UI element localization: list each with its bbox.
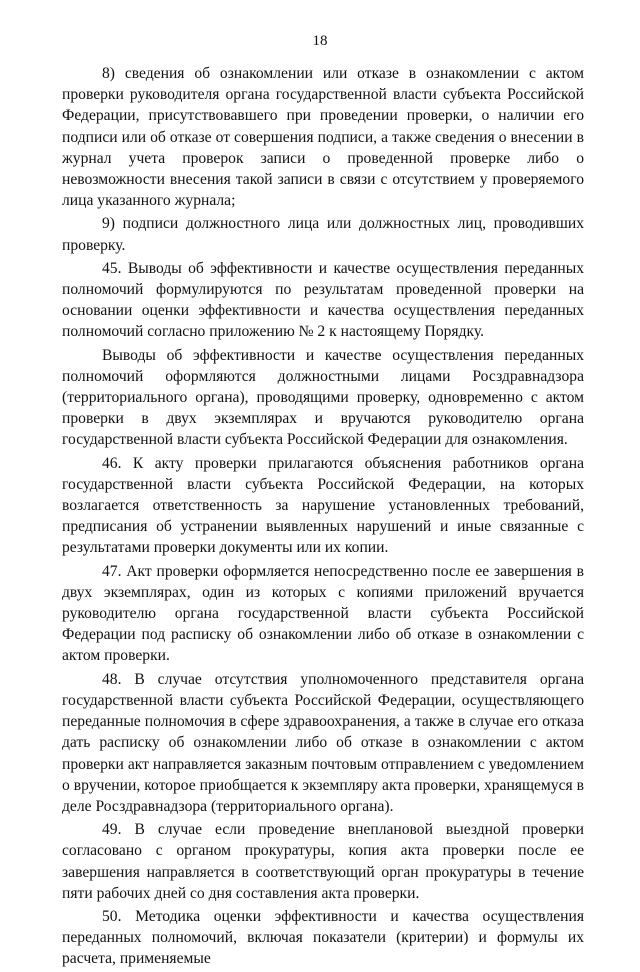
paragraph-48: 48. В случае отсутствия уполномоченного представителя органа государственной власти субъекта Российской Федерации, осуществляющего переданные полномочия в сфере здравоохранения, а также в случае его отказа дать расписку об ознакомлении либо об отказе в ознакомлении с актом проверки акт направляется заказным почтовым отправлением с уведомлением о вручении, которое приобщается к экземпляру акта проверки, хранящемуся в деле Росздравнадзора (территориального органа). — [62, 670, 584, 815]
paragraph-47: 47. Акт проверки оформляется непосредственно после ее завершения в двух экземплярах, один из которых с копиями приложений вручается руководителю органа государственной власти субъекта Российской Федерации под расписку об ознакомлении либо об отказе в ознакомлении с актом проверки. — [62, 562, 584, 665]
paragraph-45: 45. Выводы об эффективности и качестве осуществления переданных полномочий формулируются по результатам проведенной проверки на основании оценки эффективности и качества осуществления переданных полномочий согласно приложению № 2 к настоящему Порядку. — [62, 259, 584, 341]
page-number: 18 — [312, 33, 328, 49]
paragraph-49: 49. В случае если проведение внеплановой выездной проверки согласовано с органом прокуратуры, копия акта проверки после ее завершения направляется в соответствующий орган прокуратуры в течение пяти рабочих дней со дня составления акта проверки. — [62, 821, 584, 902]
paragraph-item-8: 8) сведения об ознакомлении или отказе в ознакомлении с актом проверки руководителя органа государственной власти субъекта Российской Федерации, присутствовавшего при проведении проверки, о наличии его подписи или об отказе от совершения подписи, а также сведения о внесении в журнал учета проверок записи о проведенной проверке либо о невозможности внесения такой записи в связи с отсутствием у проверяемого лица указанного журнала; — [62, 65, 584, 210]
document-body — [62, 63, 584, 972]
paragraph-50: 50. Методика оценки эффективности и качества осуществления переданных полномочий, включая показатели (критерии) и формулы их расчета, применяемые — [62, 907, 584, 968]
paragraph-item-9: 9) подписи должностного лица или должностных лиц, проводивших проверку. — [62, 215, 584, 254]
paragraph-45-continued: Выводы об эффективности и качестве осуществления переданных полномочий оформляются должностными лицами Росздравнадзора (территориального органа), проводящими проверку, одновременно с актом проверки в двух экземплярах и вручаются руководителю органа государственной власти субъекта Российской Федерации для ознакомления. — [62, 346, 584, 449]
paragraph-46: 46. К акту проверки прилагаются объяснения работников органа государственной власти субъекта Российской Федерации, на которых возлагается ответственность за нарушение установленных требований, предписания об устранении выявленных нарушений и иные связанные с результатами проверки документы или их копии. — [62, 454, 584, 557]
